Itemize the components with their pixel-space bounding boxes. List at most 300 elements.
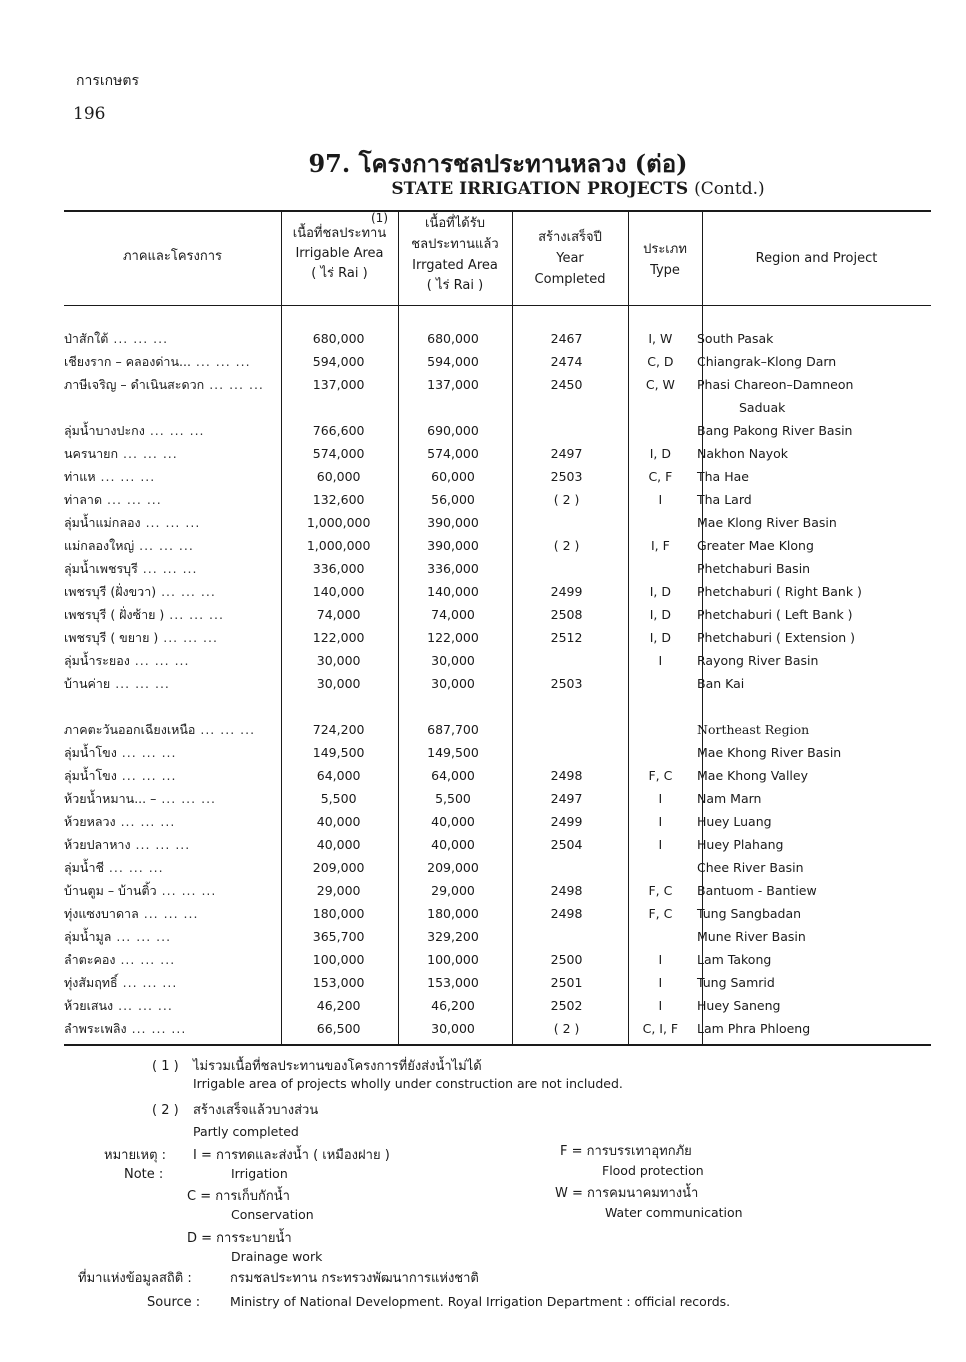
irrigated-area-cell: 30,000: [431, 676, 475, 691]
project-thai-cell: [64, 580, 281, 603]
year-completed-cell: ( 2 ): [553, 492, 580, 507]
irrigable-area-cell: 594,000: [312, 354, 365, 369]
leader-dots: ... ... ...: [115, 813, 176, 829]
irrigable-area-cell: 574,000: [312, 446, 365, 461]
legend-w: W = การคมนาคมทางน้ำ: [555, 1186, 699, 1201]
project-type-cell: I, D: [649, 630, 671, 645]
legend-d: D = การระบายน้ำ: [187, 1231, 292, 1246]
year-completed-cell: 2508: [550, 607, 583, 622]
project-english-cell: Mae Klong River Basin: [697, 515, 837, 530]
source-thai: กรมชลประทาน กระทรวงพัฒนาการแห่งชาติ: [230, 1271, 479, 1286]
project-english-cell: Huey Plahang: [697, 837, 784, 852]
leader-dots: ... ... ...: [103, 859, 164, 875]
project-thai-name: เพชรบุรี (ฝั่งขวา): [64, 583, 157, 599]
leader-dots: ... ... ...: [111, 928, 172, 944]
project-thai-name: บ้านตูม – บ้านติ้ว: [64, 882, 157, 898]
irrigable-area-cell: 64,000: [316, 768, 361, 783]
note-label-english: Note :: [124, 1167, 164, 1182]
irrigable-area-cell: 1,000,000: [306, 515, 371, 530]
project-thai-cell: [64, 810, 281, 833]
project-english-cell: Tha Hae: [697, 469, 749, 484]
project-type-cell: [624, 741, 697, 764]
project-thai-cell: [64, 879, 281, 902]
project-english-cell: Huey Luang: [697, 814, 772, 829]
table-row: [64, 419, 966, 442]
project-thai-cell: [64, 902, 281, 925]
project-thai-cell: [64, 603, 281, 626]
irrigated-area-cell: 140,000: [427, 584, 479, 599]
project-type-cell: [624, 396, 697, 419]
project-english-cell: Mae Khong Valley: [697, 768, 808, 783]
table-row: [64, 672, 966, 695]
table-row: [64, 971, 966, 994]
project-type-cell: [624, 511, 697, 534]
project-thai-name: ลุ่มน้ำมูล: [64, 928, 112, 944]
irrigated-area-cell: 5,500: [435, 791, 471, 806]
project-thai-cell: [64, 672, 281, 695]
year-completed-cell: 2498: [550, 883, 583, 898]
year-completed-cell: ( 2 ): [553, 1021, 580, 1036]
irrigated-area-cell: 209,000: [427, 860, 479, 875]
irrigated-area-cell: 336,000: [427, 561, 479, 576]
leader-dots: ... ... ...: [126, 1020, 187, 1036]
table-row: [64, 649, 966, 672]
table-bottom-rule: [64, 1044, 931, 1046]
project-english-cell: Tung Samrid: [697, 975, 775, 990]
project-english-cell: Mae Khong River Basin: [697, 745, 842, 760]
year-completed-cell: ( 2 ): [553, 538, 580, 553]
header-type-english: Type: [650, 262, 680, 278]
project-thai-name: เพชรบุรี ( ขยาย ): [64, 629, 159, 645]
project-type-cell: I, D: [649, 584, 671, 599]
project-thai-cell: [64, 718, 281, 741]
leader-dots: ... ... ...: [138, 905, 199, 921]
irrigable-area-cell: 30,000: [316, 676, 361, 691]
project-type-cell: I, F: [650, 538, 670, 553]
project-type-cell: C, W: [645, 377, 675, 392]
project-type-cell: I, W: [648, 331, 673, 346]
project-english-cell: Phetchaburi Basin: [697, 561, 811, 576]
table-row: [64, 465, 966, 488]
header-irrigated-thai-1: เนื้อที่ได้รับ: [425, 216, 485, 231]
project-thai-cell: [64, 557, 281, 580]
project-thai-name: ลุ่มน้ำโขง: [64, 744, 117, 760]
project-thai-cell: [64, 649, 281, 672]
year-completed-cell: 2499: [550, 584, 583, 599]
year-completed-cell: 2499: [550, 814, 583, 829]
leader-dots: ... ... ...: [204, 376, 264, 392]
table-row: [64, 626, 966, 649]
year-completed-cell: 2503: [550, 676, 583, 691]
table-row: [64, 580, 966, 603]
project-english-cell: Nakhon Nayok: [697, 446, 789, 461]
project-thai-cell: [64, 396, 281, 419]
project-type-cell: F, C: [648, 906, 673, 921]
project-english-cell: Lam Takong: [697, 952, 772, 967]
table-row: [64, 534, 966, 557]
year-completed-cell: [509, 649, 623, 672]
year-completed-cell: [509, 718, 623, 741]
table-row: [64, 442, 966, 465]
title-english-contd: (Contd.): [694, 179, 765, 199]
irrigable-area-cell: 100,000: [312, 952, 365, 967]
project-thai-cell: [64, 465, 281, 488]
year-completed-cell: [509, 741, 623, 764]
irrigable-area-cell: [281, 396, 397, 419]
year-completed-cell: 2498: [550, 906, 583, 921]
irrigable-area-cell: 149,500: [312, 745, 365, 760]
leader-dots: ... ... ...: [156, 882, 217, 898]
project-english-cell: Lam Phra Phloeng: [697, 1021, 811, 1036]
irrigable-area-cell: 209,000: [312, 860, 365, 875]
irrigated-area-cell: 122,000: [427, 630, 479, 645]
leader-dots: ... ... ...: [156, 583, 216, 599]
leader-dots: ... ... ...: [156, 790, 217, 806]
leader-dots: ... ... ...: [113, 997, 173, 1013]
project-type-cell: [624, 925, 697, 948]
leader-dots: ... ... ...: [195, 721, 256, 737]
table-row: [64, 741, 966, 764]
year-completed-cell: 2512: [550, 630, 583, 645]
project-type-cell: C, D: [647, 354, 674, 369]
table-row: [64, 810, 966, 833]
irrigated-area-cell: 180,000: [427, 906, 479, 921]
irrigated-area-cell: 100,000: [427, 952, 479, 967]
project-thai-cell: [64, 787, 281, 810]
leader-dots: ... ... ...: [116, 744, 177, 760]
project-thai-cell: [64, 534, 281, 557]
project-thai-cell: [64, 488, 281, 511]
table-row: [64, 603, 966, 626]
irrigable-area-cell: 1,000,000: [306, 538, 371, 553]
project-type-cell: I: [658, 492, 663, 507]
irrigable-area-cell: 180,000: [312, 906, 365, 921]
irrigated-area-cell: 574,000: [427, 446, 479, 461]
project-type-cell: I, D: [649, 607, 671, 622]
table-header-rule: [64, 305, 931, 306]
legend-d-english: Drainage work: [231, 1249, 323, 1264]
table-row: [64, 488, 966, 511]
footnote-1-mark: ( 1 ): [152, 1059, 179, 1074]
project-thai-name: ป่าสักใต้: [64, 330, 109, 346]
irrigated-area-cell: 680,000: [427, 331, 479, 346]
leader-dots: ... ... ...: [102, 491, 162, 507]
header-irrigable-unit: ( ไร่ Rai ): [311, 266, 368, 282]
leader-dots: ... ... ...: [130, 836, 191, 852]
leader-dots: ... ... ...: [116, 767, 177, 783]
irrigated-area-cell: 64,000: [431, 768, 475, 783]
table-row: [64, 764, 966, 787]
header-irrigated-unit: ( ไร่ Rai ): [426, 278, 484, 294]
project-type-cell: [624, 718, 697, 741]
project-english-cell: Bantuom - Bantiew: [697, 883, 817, 898]
header-irrigated-area: [398, 214, 512, 297]
irrigable-area-cell: 122,000: [312, 630, 365, 645]
legend-w-english: Water communication: [605, 1205, 743, 1220]
table-row: [64, 787, 966, 810]
table-row: [64, 925, 966, 948]
project-thai-cell: [64, 856, 281, 879]
legend-i-english: Irrigation: [231, 1166, 288, 1181]
project-thai-cell: [64, 1017, 281, 1040]
irrigable-area-cell: 66,500: [316, 1021, 361, 1036]
project-type-cell: [624, 856, 697, 879]
year-completed-cell: 2498: [550, 768, 583, 783]
header-type: [628, 240, 702, 282]
irrigated-area-cell: 153,000: [427, 975, 479, 990]
year-completed-cell: 2500: [550, 952, 583, 967]
irrigation-table: [64, 327, 966, 1040]
irrigable-area-cell: 680,000: [312, 331, 365, 346]
project-thai-cell: [64, 948, 281, 971]
header-irrigated-english: Irrgated Area: [412, 257, 498, 273]
irrigable-area-cell: 132,600: [312, 492, 365, 507]
leader-dots: ... ... ...: [95, 468, 156, 484]
project-type-cell: I: [658, 814, 663, 829]
project-thai-name: ลุ่มน้ำระยอง: [64, 652, 130, 668]
irrigated-area-cell: 30,000: [431, 1021, 475, 1036]
project-type-cell: [624, 672, 697, 695]
project-english-cell: Bang Pakong River Basin: [697, 423, 853, 438]
project-type-cell: I, D: [649, 446, 671, 461]
project-english-cell: Phasi Chareon–Damneon: [697, 377, 854, 392]
legend-f: F = การบรรเทาอุทกภัย: [560, 1144, 692, 1159]
project-thai-cell: [64, 350, 281, 373]
irrigable-area-cell: 30,000: [316, 653, 361, 668]
table-row: [64, 373, 966, 396]
irrigated-area-cell: 137,000: [427, 377, 479, 392]
year-completed-cell: 2501: [550, 975, 583, 990]
year-completed-cell: 2497: [550, 791, 583, 806]
project-english-cell: Rayong River Basin: [697, 653, 819, 668]
table-title-thai: 97. โครงการชลประทานหลวง (ต่อ): [308, 149, 688, 178]
project-type-cell: F, C: [648, 768, 673, 783]
table-spacer-row: [64, 695, 966, 718]
project-english-cell: Tung Sangbadan: [697, 906, 802, 921]
irrigable-area-cell: 724,200: [312, 722, 365, 737]
project-thai-name: ลุ่มน้ำบางปะกง: [64, 422, 145, 438]
project-thai-cell: [64, 833, 281, 856]
project-english-cell: Phetchaburi ( Left Bank ): [697, 607, 853, 622]
project-thai-cell: [64, 373, 281, 396]
irrigated-area-cell: 390,000: [427, 538, 479, 553]
source-label-english: Source :: [147, 1295, 201, 1310]
leader-dots: ... ... ...: [115, 951, 176, 967]
project-thai-name: ทุ่งสัมฤทธิ์: [64, 974, 118, 990]
irrigable-area-cell: 40,000: [316, 837, 361, 852]
leader-dots: ... ... ...: [144, 422, 205, 438]
irrigable-area-cell: 40,000: [316, 814, 361, 829]
project-english-cell: Nam Marn: [697, 791, 762, 806]
leader-dots: ... ... ...: [137, 560, 198, 576]
title-english-main: STATE IRRIGATION PROJECTS: [391, 179, 689, 199]
header-year-english-2: Completed: [534, 271, 606, 287]
year-completed-cell: 2502: [550, 998, 583, 1013]
project-thai-name: เพชรบุรี ( ฝั่งซ้าย ): [64, 606, 165, 622]
irrigable-area-cell: 137,000: [312, 377, 365, 392]
project-type-cell: I: [658, 998, 663, 1013]
year-completed-cell: 2450: [550, 377, 583, 392]
project-english-cell: South Pasak: [697, 331, 774, 346]
project-thai-cell: [64, 626, 281, 649]
leader-dots: ... ... ...: [140, 514, 201, 530]
irrigable-area-cell: 153,000: [312, 975, 365, 990]
year-completed-cell: 2474: [550, 354, 583, 369]
irrigated-area-cell: [397, 396, 510, 419]
project-thai-name: เชียงราก – คลองด่าน...: [64, 353, 191, 369]
irrigable-area-cell: 5,500: [320, 791, 357, 806]
year-completed-cell: 2497: [550, 446, 583, 461]
table-title-english: [0, 179, 966, 199]
footnote-1-thai: ไม่รวมเนื้อที่ชลประทานของโครงการที่ยังส่งน้ำไม่ได้: [193, 1059, 482, 1074]
year-completed-cell: [509, 396, 623, 419]
year-completed-cell: 2503: [550, 469, 583, 484]
project-english-cell: Northeast Region: [697, 722, 810, 737]
project-thai-name: แม่กลองใหญ่: [64, 537, 135, 553]
footnote-2-english: Partly completed: [193, 1124, 299, 1139]
project-thai-name: ลำพระเพลิง: [64, 1020, 127, 1036]
table-row: [64, 856, 966, 879]
project-english-cell: Chee River Basin: [697, 860, 804, 875]
irrigable-area-cell: 365,700: [312, 929, 365, 944]
project-type-cell: [624, 419, 697, 442]
irrigable-area-cell: 29,000: [316, 883, 361, 898]
leader-dots: ... ... ...: [129, 652, 190, 668]
year-completed-cell: [509, 557, 623, 580]
project-english-cell: Ban Kai: [697, 676, 745, 691]
table-row: [64, 718, 966, 741]
project-type-cell: F, C: [648, 883, 673, 898]
leader-dots: ... ... ...: [118, 445, 178, 461]
year-completed-cell: 2504: [550, 837, 583, 852]
header-project-english: Region and Project: [755, 251, 878, 266]
year-completed-cell: [509, 511, 623, 534]
table-row: [64, 511, 966, 534]
table-row: [64, 396, 966, 419]
irrigated-area-cell: 594,000: [427, 354, 479, 369]
table-row: [64, 948, 966, 971]
leader-dots: ... ... ...: [164, 606, 224, 622]
header-irrigable-thai: เนื้อที่ชลประทาน: [292, 226, 387, 241]
project-thai-name: ห้วยหลวง: [64, 813, 116, 829]
irrigable-area-cell: 766,600: [312, 423, 365, 438]
project-thai-name: ลำตะคอง: [64, 951, 116, 967]
project-thai-name: ห้วยน้ำหมาน... –: [64, 790, 157, 806]
project-english-cell: Mune River Basin: [697, 929, 806, 944]
project-thai-cell: [64, 442, 281, 465]
table-top-rule: [64, 210, 931, 212]
project-thai-name: ลุ่มน้ำแม่กลอง: [64, 514, 141, 530]
project-thai-name: ท่าลาด: [64, 491, 103, 507]
table-row: [64, 833, 966, 856]
project-type-cell: I: [658, 837, 663, 852]
year-completed-cell: [509, 419, 623, 442]
footnote-2-thai: สร้างเสร็จแล้วบางส่วน: [193, 1103, 319, 1118]
table-row: [64, 879, 966, 902]
irrigated-area-cell: 390,000: [427, 515, 479, 530]
legend-c: C = การเก็บกักน้ำ: [187, 1189, 290, 1204]
project-english-cell: Phetchaburi ( Right Bank ): [697, 584, 862, 599]
table-row: [64, 1017, 966, 1040]
irrigated-area-cell: 60,000: [431, 469, 475, 484]
project-thai-name: ห้วยเสนง: [64, 997, 114, 1013]
header-year-completed: [512, 228, 628, 290]
project-thai-cell: [64, 994, 281, 1017]
page-number: 196: [73, 104, 106, 124]
project-english-cell: Greater Mae Klong: [697, 538, 814, 553]
project-type-cell: C, I, F: [642, 1021, 679, 1036]
irrigable-area-cell: 46,200: [316, 998, 361, 1013]
project-english-cell: Phetchaburi ( Extension ): [697, 630, 856, 645]
leader-dots: ... ... ...: [134, 537, 194, 553]
footnote-1-english: Irrigable area of projects wholly under construction are not included.: [193, 1076, 623, 1091]
project-thai-name: บ้านค่าย: [64, 675, 111, 691]
project-type-cell: I: [658, 791, 663, 806]
project-type-cell: I: [658, 653, 663, 668]
note-label-thai: หมายเหตุ :: [104, 1148, 167, 1163]
irrigated-area-cell: 687,700: [427, 722, 479, 737]
project-thai-cell: [64, 741, 281, 764]
irrigated-area-cell: 40,000: [431, 837, 475, 852]
header-year-english-1: Year: [556, 250, 584, 266]
irrigable-area-cell: 336,000: [312, 561, 365, 576]
irrigable-area-cell: 74,000: [316, 607, 361, 622]
project-thai-cell: [64, 511, 281, 534]
project-thai-name: ภาษีเจริญ – ดำเนินสะดวก: [64, 376, 205, 392]
table-row: [64, 327, 966, 350]
project-thai-cell: [64, 327, 281, 350]
irrigated-area-cell: 30,000: [431, 653, 475, 668]
legend-i: I = การทดและส่งน้ำ ( เหมืองฝาย ): [193, 1148, 390, 1163]
project-thai-name: ลุ่มน้ำชี: [64, 859, 104, 875]
project-type-cell: [624, 557, 697, 580]
project-thai-name: ลุ่มน้ำโขง: [64, 767, 117, 783]
irrigated-area-cell: 149,500: [427, 745, 479, 760]
year-completed-cell: [509, 925, 623, 948]
project-type-cell: I: [658, 975, 663, 990]
irrigated-area-cell: 56,000: [431, 492, 475, 507]
spacer-cell: [64, 695, 966, 718]
irrigable-area-cell: 60,000: [316, 469, 361, 484]
project-english-cell: Huey Saneng: [697, 998, 781, 1013]
project-thai-name: ภาคตะวันออกเฉียงเหนือ: [64, 721, 196, 737]
leader-dots: ... ... ...: [110, 675, 170, 691]
header-irrigated-thai-2: ชลประทานแล้ว: [411, 236, 499, 252]
project-type-cell: I: [658, 952, 663, 967]
irrigated-area-cell: 29,000: [431, 883, 475, 898]
project-thai-cell: [64, 971, 281, 994]
source-english: Ministry of National Development. Royal Irrigation Department : official records.: [230, 1294, 731, 1309]
header-project-thai: ภาคและโครงการ: [122, 249, 223, 264]
section-label: การเกษตร: [76, 73, 139, 89]
table-row: [64, 994, 966, 1017]
project-thai-name: ท่าแห: [64, 468, 96, 484]
project-thai-cell: [64, 925, 281, 948]
leader-dots: ... ... ...: [108, 330, 169, 346]
project-thai-name: ทุ่งแซงบาดาล: [64, 905, 139, 921]
irrigated-area-cell: 690,000: [427, 423, 479, 438]
footnote-ref-1: (1): [371, 211, 388, 225]
footnote-2-mark: ( 2 ): [152, 1103, 179, 1118]
irrigated-area-cell: 46,200: [431, 998, 475, 1013]
header-type-thai: ประเภท: [643, 242, 687, 257]
legend-f-english: Flood protection: [602, 1163, 704, 1178]
source-label-thai: ที่มาแห่งข้อมูลสถิติ :: [78, 1271, 192, 1286]
project-thai-name: ลุ่มน้ำเพชรบุรี: [64, 560, 138, 576]
header-year-thai: สร้างเสร็จปี: [538, 230, 602, 245]
project-english-cell: Tha Lard: [697, 492, 752, 507]
project-thai-cell: [64, 419, 281, 442]
